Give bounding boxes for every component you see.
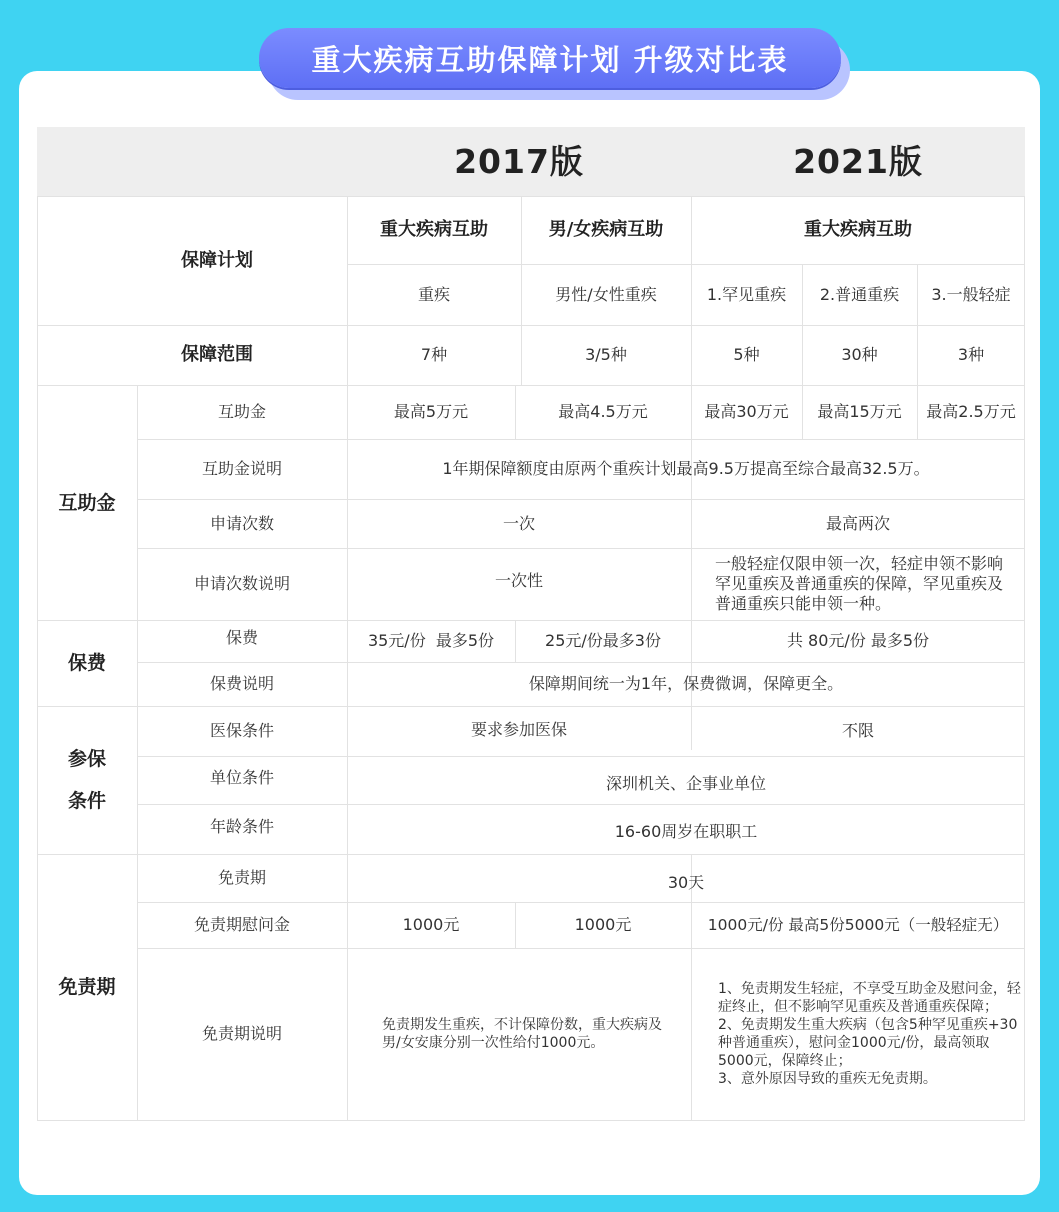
fee-2017-gender: 25元/份最多3份 [545, 631, 661, 650]
plan-sub-gender: 男性/女性重疾 [555, 284, 657, 304]
benefit-amount: 最高5万元 [393, 402, 469, 421]
plan-sub-common: 2.普通重疾 [819, 284, 900, 304]
comfort-2021: 1000元/份 最高5份5000元（一般轻症无） [707, 916, 1009, 934]
exempt-note-2017: 免责期发生重疾，不计保障份数，重大疾病及男/女安康分别一次性给付1000元。 [382, 1017, 662, 1051]
scope-value: 3/5种 [585, 345, 627, 364]
comparison-table [37, 127, 1025, 1121]
version-2021: 2021版 [793, 141, 923, 181]
version-2017: 2017版 [454, 141, 584, 181]
comfort-2017-critical: 1000元 [402, 915, 460, 934]
plan-sub-mild: 3.一般轻症 [931, 284, 1011, 304]
benefit-note: 1年期保障额度由原两个重疾计划最高9.5万提高至综合最高32.5万。 [442, 459, 930, 478]
times-2021: 最高两次 [825, 513, 890, 533]
scope-value: 3种 [957, 345, 985, 364]
benefit-amount: 最高2.5万元 [926, 402, 1016, 421]
plan-2021-critical: 重大疾病互助 [804, 219, 912, 240]
age-value: 16-60周岁在职职工 [614, 822, 758, 841]
benefit-amount: 最高4.5万元 [558, 402, 648, 421]
plan-2017-gender: 男/女疾病互助 [548, 219, 664, 240]
plan-2017-critical: 重大疾病互助 [380, 219, 488, 240]
benefit-amount-label: 互助金 [217, 402, 266, 421]
plan-sub-rare: 1.罕见重疾 [706, 284, 787, 304]
medical-2017: 要求参加医保 [470, 720, 567, 739]
exempt-note-2021: 1、免责期发生轻症，不享受互助金及慰问金，轻症终止，但不影响罕见重疾及普通重疾保障； 2、免责期发生重大疾病（包含5种罕见重疾+30种普通重疾），慰问金1000元/份，最高领取5000元，保障终止； 3、意外原因导致的重疾无免责期。 [718, 981, 1021, 1087]
comfort-label: 免责期慰问金 [193, 915, 290, 934]
benefit-amount: 最高15万元 [817, 402, 902, 421]
exempt-period-label: 免责期 [217, 868, 266, 887]
unit-label: 单位条件 [209, 768, 274, 787]
benefit-note-label: 互助金说明 [201, 459, 282, 478]
page-title: 重大疾病互助保障计划 升级对比表 [259, 28, 841, 88]
comfort-2017-gender: 1000元 [574, 915, 632, 934]
scope-label: 保障范围 [181, 344, 253, 365]
times-note-2021: 一般轻症仅限申领一次，轻症申领不影响罕见重疾及普通重疾的保障，罕见重疾及普通重疾只能申领一种。 [715, 554, 1004, 613]
fee-note: 保障期间统一为1年，保费微调，保障更全。 [528, 674, 844, 693]
fee-2017-critical: 35元/份 最多5份 [367, 631, 495, 650]
times-label: 申请次数 [209, 513, 274, 533]
scope-value: 30种 [841, 345, 878, 364]
benefit-group-label: 互助金 [58, 491, 116, 514]
condition-group-label [37, 706, 137, 854]
times-2017: 一次 [502, 513, 535, 533]
fee-group-label: 保费 [67, 652, 106, 674]
exempt-note-label: 免责期说明 [201, 1024, 282, 1043]
exempt-period: 30天 [667, 873, 705, 892]
times-note-label: 申请次数说明 [193, 574, 290, 593]
exempt-group-label: 免责期 [58, 976, 116, 998]
scope-value: 7种 [420, 345, 448, 364]
condition-group-label-line1: 参保 [67, 748, 106, 770]
fee-label: 保费 [225, 628, 258, 647]
grid-line [37, 1120, 1025, 1121]
medical-2021: 不限 [841, 721, 874, 740]
condition-group-label-line2: 条件 [67, 790, 106, 812]
benefit-amount: 最高30万元 [704, 402, 789, 421]
fee-note-label: 保费说明 [209, 674, 274, 693]
unit-value: 深圳机关、企事业单位 [605, 774, 766, 793]
medical-label: 医保条件 [209, 721, 274, 740]
plan-label: 保障计划 [181, 249, 253, 271]
fee-2021: 共 80元/份 最多5份 [786, 631, 930, 650]
age-label: 年龄条件 [209, 817, 274, 836]
scope-value: 5种 [733, 345, 760, 364]
times-note-2017: 一次性 [494, 571, 543, 590]
plan-sub-critical: 重疾 [417, 284, 450, 304]
